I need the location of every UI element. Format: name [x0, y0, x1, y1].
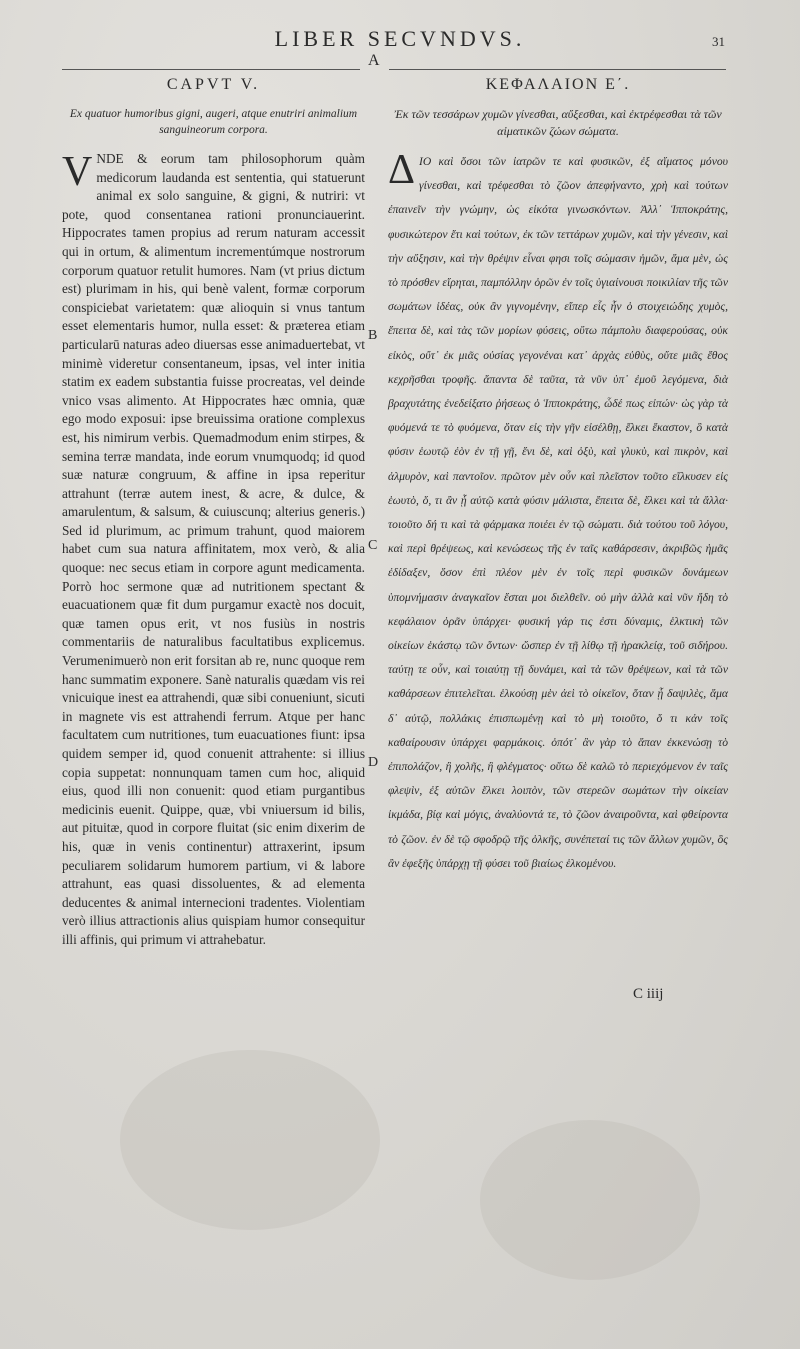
- greek-chapter-title: ΚΕΦΑΛΑΙΟΝ Ε΄.: [485, 76, 631, 93]
- paper-stain: [120, 1050, 380, 1230]
- greek-body: ΙΟ καὶ ὅσοι τῶν ἰατρῶν τε καὶ φυσικῶν, ἐξ αἵματος μόνου γίνεσθαι, καὶ τρέφεσθαι τὸ ζῶον ἀπεφήναντο, χρὴ καὶ τούτων ἐπαινεῖν τὴν γνώμην, ὡς εἰκότα γινωσκόντων. Ἀλλ᾽ Ἱπποκράτης, φυσικώτερον ἔτι καὶ τούτων, ἐκ τῶν τεττάρων χυμῶν, καὶ τὴν γένεσιν, καὶ τὴν αὔξησιν, καὶ τὴν θρέψιν εἶναι φησι τοῖς σώμασιν ἡμῶν, ἅμα μὲν, ὡς τὸ πρόσθεν εἴρηται, παμπόλλην ὁρῶν ἐν τοῖς ὑγιαίνουσι ποικιλίαν τῆς τῶν σωμάτων ἰδέας, οὐκ ἂν γιγνομένην, εἴπερ εἷς ἦν ὁ στοιχειώδης χυμὸς, ἔπειτα δὲ, καὶ τὰς τῶν μορίων φύσεις, οὕτω πάμπολυ διαφερούσας, οὐκ εἰκὸς, οὔτ᾽ ἐκ μιᾶς οὐσίας γεγονέναι κατ᾽ ἀρχὰς εὐθὺς, οὔτε μιᾶς ἔθος κεχρῆσθαι τροφῆς. ἅπαντα δὲ ταῦτα, τὰ νῦν ὑπ᾽ ἐμοῦ λεγόμενα, διὰ βραχυτάτης ἐνεδείξατο ῥήσεως ὁ Ἱπποκράτης, ὧδέ πως εἰπών· ὡς γὰρ τὰ φυόμενά τε τὸ φυόμενα, ὅταν εἰς τὴν γῆν εἰσέλθῃ, ἕλκει ἕκαστον, ὃ κατὰ φύσιν ἑωυτῷ ἐὸν ἐν τῇ γῇ, ἔνι δὲ, καὶ ὀξὺ, καὶ γλυκὺ, καὶ πικρὸν, καὶ ἁλμυρὸν, καὶ παντοῖον. πρῶτον μὲν οὖν καὶ πλεῖστον τοῦτο εἵλκυσεν εἰς ἑωυτὸ, ὅ, τι ἂν ᾖ αὐτῷ κατὰ φύσιν μάλιστα, ἔπειτα δὲ, ἕλκει καὶ τὰ ἄλλα· τοιοῦτο δή τι καὶ τὰ φάρμακα ποιέει ἐν τῷ σώματι. διὰ τούτου τοῦ λόγου, καὶ περὶ θρέψεως, καὶ κενώσεως τῆς ἐν ταῖς καθάρσεσιν, ἀκριβῶς ἡμᾶς ἐδίδαξεν, ὅσον ἐπὶ πλέον μὲν ἐν τοῖς περὶ φυσικῶν δυνάμεων ὑπομνήμασιν ἀναγκαῖον ἔσται μοι διελθεῖν. οὐ μὴν ἀλλὰ καὶ νῦν ἤδη τὸ κεφάλαιον ὁρᾶν ὑπάρχει· φυσική γάρ τις ἐστι δύναμις, ἑλκτικὴ τῶν οἰκείων ἑκάστῳ τῶν ὄντων· ὥσπερ ἐν τῇ λίθῳ τῇ ἡρακλείᾳ, τοῦ σιδήρου. ταύτῃ τε οὖν, καὶ τοιαύτῃ τῇ δυνάμει, καὶ τὰ τῶν θρέψεων, καὶ τὰ τῶν καθάρσεων ἐπιτελεῖται. ἑλκούσῃ μὲν ἀεὶ τὸ οἰκεῖον, ὅταν ᾖ δαψιλὲς, ἅμα δ᾽ αὐτῷ, πολλάκις ἐπισπωμένῃ καὶ τὸ μὴ τοιοῦτο, ὅ τι κἀν τοῖς καθαίρουσιν ὑπάρχει φαρμάκοις. ὁπότ᾽ ἂν γὰρ τὸ ἅπαν ἐκκενώσῃ τὸ ἐπιπολάζον, ἢ χολῆς, ἢ φλέγματος· οὕτω δὲ καλῶ τὸ περιεχόμενον ἐν ταῖς φλεψὶν, ἐξ αὐτῶν ἕλκει λοιπὸν, τῶν στερεῶν σωμάτων τὴν οἰκείαν ἰκμάδα, βίᾳ καὶ μόγις, ἀναλύοντά τε, τὸ ζῶον ἀναιροῦντα, καὶ φθείροντα τὸ ζῶον. ἐν δὲ τῷ σφοδρῷ τῆς ὁλκῆς, συνέπεταί τις τῶν ἄλλων χυμῶν, ὃς ἂν ἐφεξῆς ὑπάρχῃ τῇ φύσει τοῦ βιαίως ἑλκομένου.: [388, 155, 728, 870]
- margin-letter-d: D: [368, 755, 379, 770]
- latin-chapter-title: CAPVT V.: [166, 76, 261, 93]
- signature-mark-bottom: C iiij: [633, 986, 664, 1002]
- greek-body-text: [388, 147, 728, 876]
- header-rule-left: [62, 69, 360, 70]
- margin-letter-c: C: [368, 538, 378, 553]
- latin-chapter-summary: Ex quatuor humoribus gigni, augeri, atque enutriri animalium sanguineorum corpora.: [69, 108, 358, 136]
- margin-letter-b: B: [368, 328, 378, 343]
- page-number: 31: [712, 34, 725, 49]
- paper-stain: [480, 1120, 700, 1280]
- header-rule-right: [389, 69, 726, 70]
- latin-body: NDE & eorum tam philosophorum quàm medicorum laudanda est sententia, qui statuerunt animal ex solo sanguine, & gigni, & nutriri: vt pote, quod consentanea rationi pronunciauerint. Hippocrates tamen propius ad rerum naturam accessit qui in ortum, & alimentum incrementúmque nostrorum corporum quatuor retulit humores. Nam (vt prius dictum est) plurimam in his, qui benè valent, formæ corporum conspiciebat varietatem: quæ alioquin si vnus tantum esset elementaris humor, nulla esset: & præterea etiam particularū naturas adeo diuersas esse animaduertebat, vt minimè videretur consentaneum, ipsas, vel inter initia statim ex eadem substantia fuisse procreatas, vel deinde vnico vsas alimento. At Hippocrates hæc omnia, quæ ego modo exposui: ipse breuissima oratione complexus est, his nimirum verbis. Quemadmodum enim stirpes, & semina terræ mandata, inde eorum vnumquodq; id quod suæ naturæ congruum, & affine in ipsa reperitur attrahunt (terræ autem inest, & acre, & dulce, & amarulentum, & salsum, & cuiuscunq; alterius generis.) Sed id plurimum, ac primum trahunt, quod maiorem habet cum sua natura affinitatem, mox verò, & alia quoque: nec secus etiam in corpore agunt medicamenta. Porrò hoc sermone quæ ad nutritionem spectant & euacuationem quæ fit dum purgamur exactè nos docuit, quæ tamen opus erit, vt nos fusiùs in nostris commentariis de naturalibus facultatibus explicemus. Verumenimuerò non erit forsitan ab re, nunc quoque rem hanc summatim exponere. Sanè naturalis quædam vis rei vnicuique inest ea attrahendi, quæ sibi conueniunt, sicuti in magnete vis est attrahendi ferrum. Atque per hanc facultatem cum nutritiones, tum euacuationes fiunt: ipsa quidem semper id, quod conuenit attrahente: si illius copia suppetat: nonnunquam tamen cum hoc, aliquid eius, quod illi non conuenit: quod etiam purgantibus medicinis euenit. Quippe, quæ, vbi vniuersum id bilis, aut pituitæ, quod in corpore fluitat (sic enim dixerim de his, quæ in venis continentur) attraxerint, ipsum peculiarem solidarum humorem partium, vi & labore attrahunt, eas quasi dissoluentes, & ad elementa deducentes & animal internecioni tradentes. Violentiam verò illius attractionis alius quispiam humor consequitur illi affinis, qui primum vi attrahebatur.: [62, 151, 365, 947]
- latin-column: [62, 76, 365, 950]
- latin-body-text: [62, 150, 365, 950]
- latin-drop-cap: V: [62, 149, 93, 195]
- greek-column: [388, 76, 728, 876]
- running-title: LIBER SECVNDVS.: [274, 26, 526, 51]
- greek-chapter-summary: Ἐκ τῶν τεσσάρων χυμῶν γίνεσθαι, αὔξεσθαι, καὶ ἐκτρέφεσθαι τὰ τῶν αἱματικῶν ζώων σώματα.: [394, 107, 722, 138]
- signature-mark-top: A: [368, 52, 380, 69]
- greek-drop-cap: Δ: [388, 147, 416, 193]
